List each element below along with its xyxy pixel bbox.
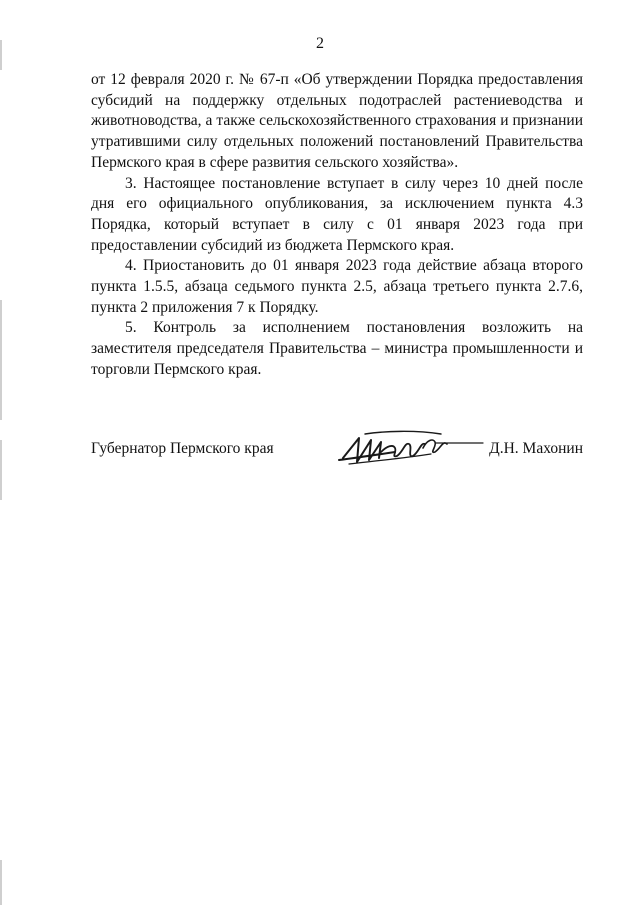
- scan-edge-mark: [0, 300, 2, 420]
- scan-edge-mark: [0, 860, 2, 905]
- paragraph-item-3: 3. Настоящее постановление вступает в силу через 10 дней после дня его официального опубликования, за исключением пункта 4.3 Порядка, который вступает в силу с 01 января 2023 года при предоставлении субсидий из бюджета Пермского края.: [91, 174, 583, 254]
- signature-block: [91, 436, 583, 476]
- handwritten-signature-icon: [335, 428, 485, 470]
- paragraph-continuation: от 12 февраля 2020 г. № 67-п «Об утверждении Порядка предоставления субсидий на поддержку отдельных подотраслей растениеводства и животноводства, а также сельскохозяйственного страхования и признании утратившими силу отдельных положений постановлений Правительства Пермского края в сфере развития сельского хозяйства».: [91, 71, 583, 171]
- page-number: 2: [316, 35, 324, 52]
- signatory-name: Д.Н. Махонин: [489, 440, 583, 457]
- signatory-position: Губернатор Пермского края: [91, 440, 274, 457]
- scan-edge-mark: [0, 440, 2, 500]
- paragraph-item-4: 4. Приостановить до 01 января 2023 года действие абзаца второго пункта 1.5.5, абзаца седьмого пункта 2.5, абзаца третьего пункта 2.7.6, пункта 2 приложения 7 к Порядку.: [91, 257, 583, 316]
- document-body: [91, 70, 583, 381]
- paragraph-item-5: 5. Контроль за исполнением постановления возложить на заместителя председателя Правительства – министра промышленности и торговли Пермского края.: [91, 319, 583, 378]
